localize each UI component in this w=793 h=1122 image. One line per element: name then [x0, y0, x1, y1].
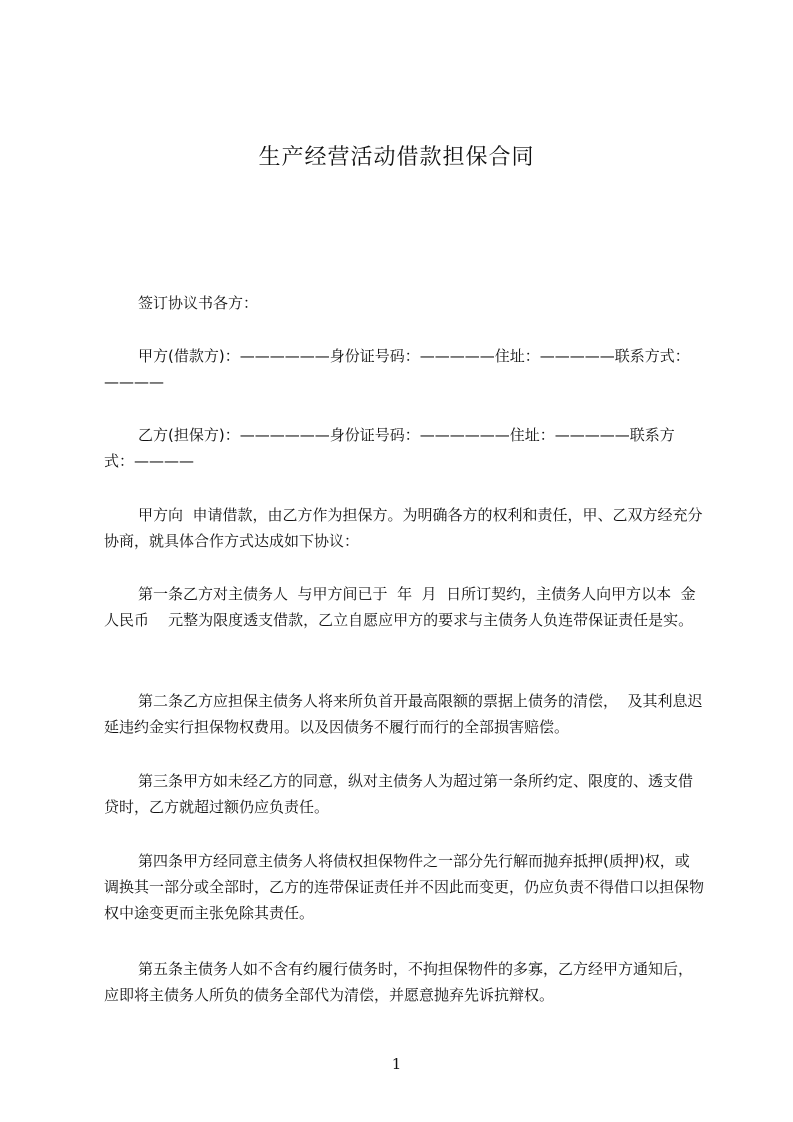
- paragraph-article-2: 第二条乙方应担保主债务人将来所负首开最高限额的票据上债务的清偿， 及其利息迟延违约金实行担保物权费用。以及因债务不履行而行的全部损害赔偿。: [104, 692, 703, 736]
- page-number: 1: [391, 1055, 402, 1073]
- paragraph-party-a: 甲方(借款方)：——————身份证号码：—————住址：—————联系方式：————: [104, 347, 690, 391]
- paragraph-article-4: 第四条甲方经同意主债务人将债权担保物件之一部分先行解而抛弃抵押(质押)权，或调换其一部分或全部时，乙方的连带保证责任并不因此而变更，仍应负责不得借口以担保物权中途变更而主张免除其责任。: [104, 852, 705, 922]
- paragraph-article-1: 第一条乙方对主债务人 与甲方间已于 年 月 日所订契约，主债务人向甲方以本 金人民币 元整为限度透支借款，乙立自愿应甲方的要求与主债务人负连带保证责任是实。: [104, 585, 696, 629]
- paragraph-parties-intro: 签订协议书各方：: [138, 294, 259, 312]
- paragraph-preamble: 甲方向 申请借款，由乙方作为担保方。为明确各方的权利和责任，甲、乙双方经充分协商，就具体合作方式达成如下协议：: [104, 506, 703, 550]
- paragraph-article-5: 第五条主债务人如不含有约履行债务时，不拘担保物件的多寡，乙方经甲方通知后，应即将主债务人所负的债务全部代为清偿，并愿意抛弃先诉抗辩权。: [104, 960, 694, 1004]
- document-title: 生产经营活动借款担保合同: [258, 145, 535, 170]
- paragraph-article-3: 第三条甲方如未经乙方的同意，纵对主债务人为超过第一条所约定、限度的、透支借贷时，乙方就超过额仍应负责任。: [104, 772, 694, 816]
- paragraph-party-b: 乙方(担保方)：——————身份证号码：——————住址：—————联系方式：————: [104, 426, 675, 470]
